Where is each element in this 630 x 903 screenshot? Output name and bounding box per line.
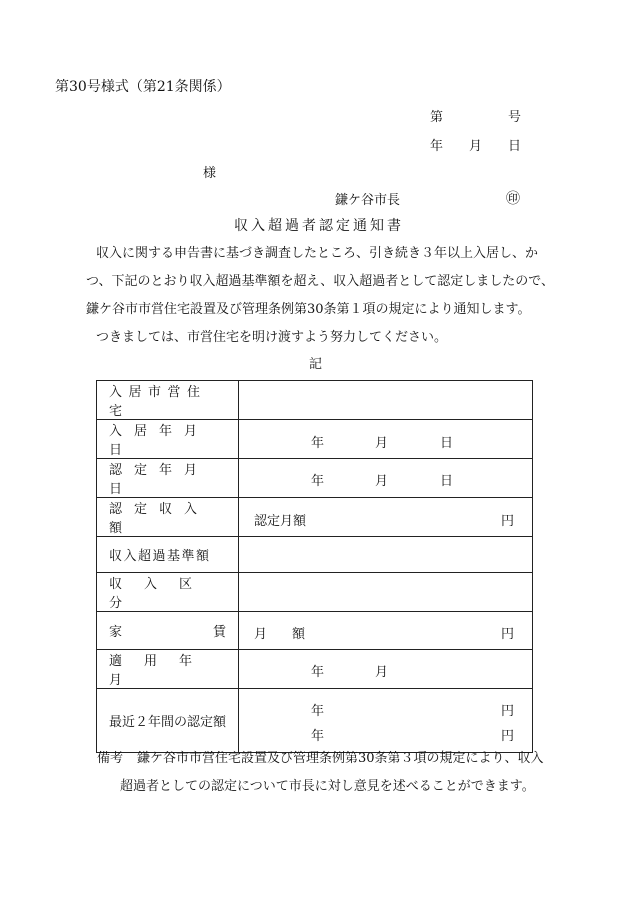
- label-rent: 家 賃: [109, 625, 226, 640]
- remarks-label: 備考: [97, 751, 124, 766]
- date-month: 月: [469, 139, 483, 154]
- date-day: 日: [508, 139, 522, 154]
- body-line-1: 収入に関する申告書に基づき調査したところ、引き続き３年以上入居し、か: [96, 246, 539, 261]
- label-residence-text: 入居市営住宅: [109, 385, 207, 419]
- table-row: [97, 612, 533, 650]
- value-rent: 月 額 円: [254, 627, 515, 642]
- remarks-line-1: 鎌ケ谷市市営住宅設置及び管理条例第30条第３項の規定により、収入: [137, 751, 544, 766]
- label-move-in-date: 入居年月日: [109, 424, 210, 458]
- body-line-2: つ、下記のとおり収入超過基準額を超え、収入超過者として認定しましたので、: [86, 274, 555, 289]
- table-row: [97, 689, 533, 753]
- value-move-in-date: 年 月 日: [311, 435, 454, 451]
- table-row: [97, 498, 533, 537]
- table-row: [97, 459, 533, 498]
- addressee-suffix: 様: [203, 166, 217, 181]
- ki-marker: 記: [309, 357, 323, 372]
- body-line-3: 鎌ケ谷市市営住宅設置及び管理条例第30条第１項の規定により通知します。: [86, 302, 531, 317]
- label-certification-date: 認定年月日: [109, 463, 210, 497]
- table-row: [97, 420, 533, 459]
- remarks-line-2: 超過者としての認定について市長に対し意見を述べることができます。: [120, 779, 535, 794]
- seal-mark: ㊞: [506, 191, 520, 207]
- label-applicable-month: 適用年月: [109, 654, 215, 688]
- value-recent-two-years: 年 円 年 円: [311, 704, 515, 744]
- body-line-4: つきましては、市営住宅を明け渡すよう努力してください。: [96, 330, 448, 345]
- value-certification-date: 年 月 日: [311, 474, 454, 489]
- label-recent-two-years: 最近２年間の認定額: [109, 715, 227, 730]
- value-applicable-month: 年 月: [311, 665, 389, 680]
- document-number-prefix: 第: [430, 110, 444, 125]
- document-number-suffix: 号: [508, 110, 522, 125]
- label-income-threshold: 収入超過基準額: [109, 549, 211, 564]
- details-table: [96, 380, 533, 753]
- value-income-category: [239, 573, 533, 612]
- label-residence: [109, 381, 222, 419]
- value-residence: [239, 381, 533, 420]
- form-number: 第30号様式（第21条関係）: [55, 79, 231, 95]
- label-certified-income: 認定収入額: [109, 502, 210, 536]
- label-income-category: 収入区分: [109, 577, 215, 611]
- table-row: [97, 537, 533, 573]
- date-year: 年: [430, 139, 444, 154]
- document-title: 収入超過者認定通知書: [234, 218, 404, 234]
- value-income-threshold: [239, 537, 533, 573]
- table-row: [97, 650, 533, 689]
- table-row: [97, 573, 533, 612]
- value-certified-income: 認定月額 円: [254, 513, 515, 529]
- issuer: 鎌ケ谷市長: [335, 193, 401, 208]
- table-row: [97, 381, 533, 420]
